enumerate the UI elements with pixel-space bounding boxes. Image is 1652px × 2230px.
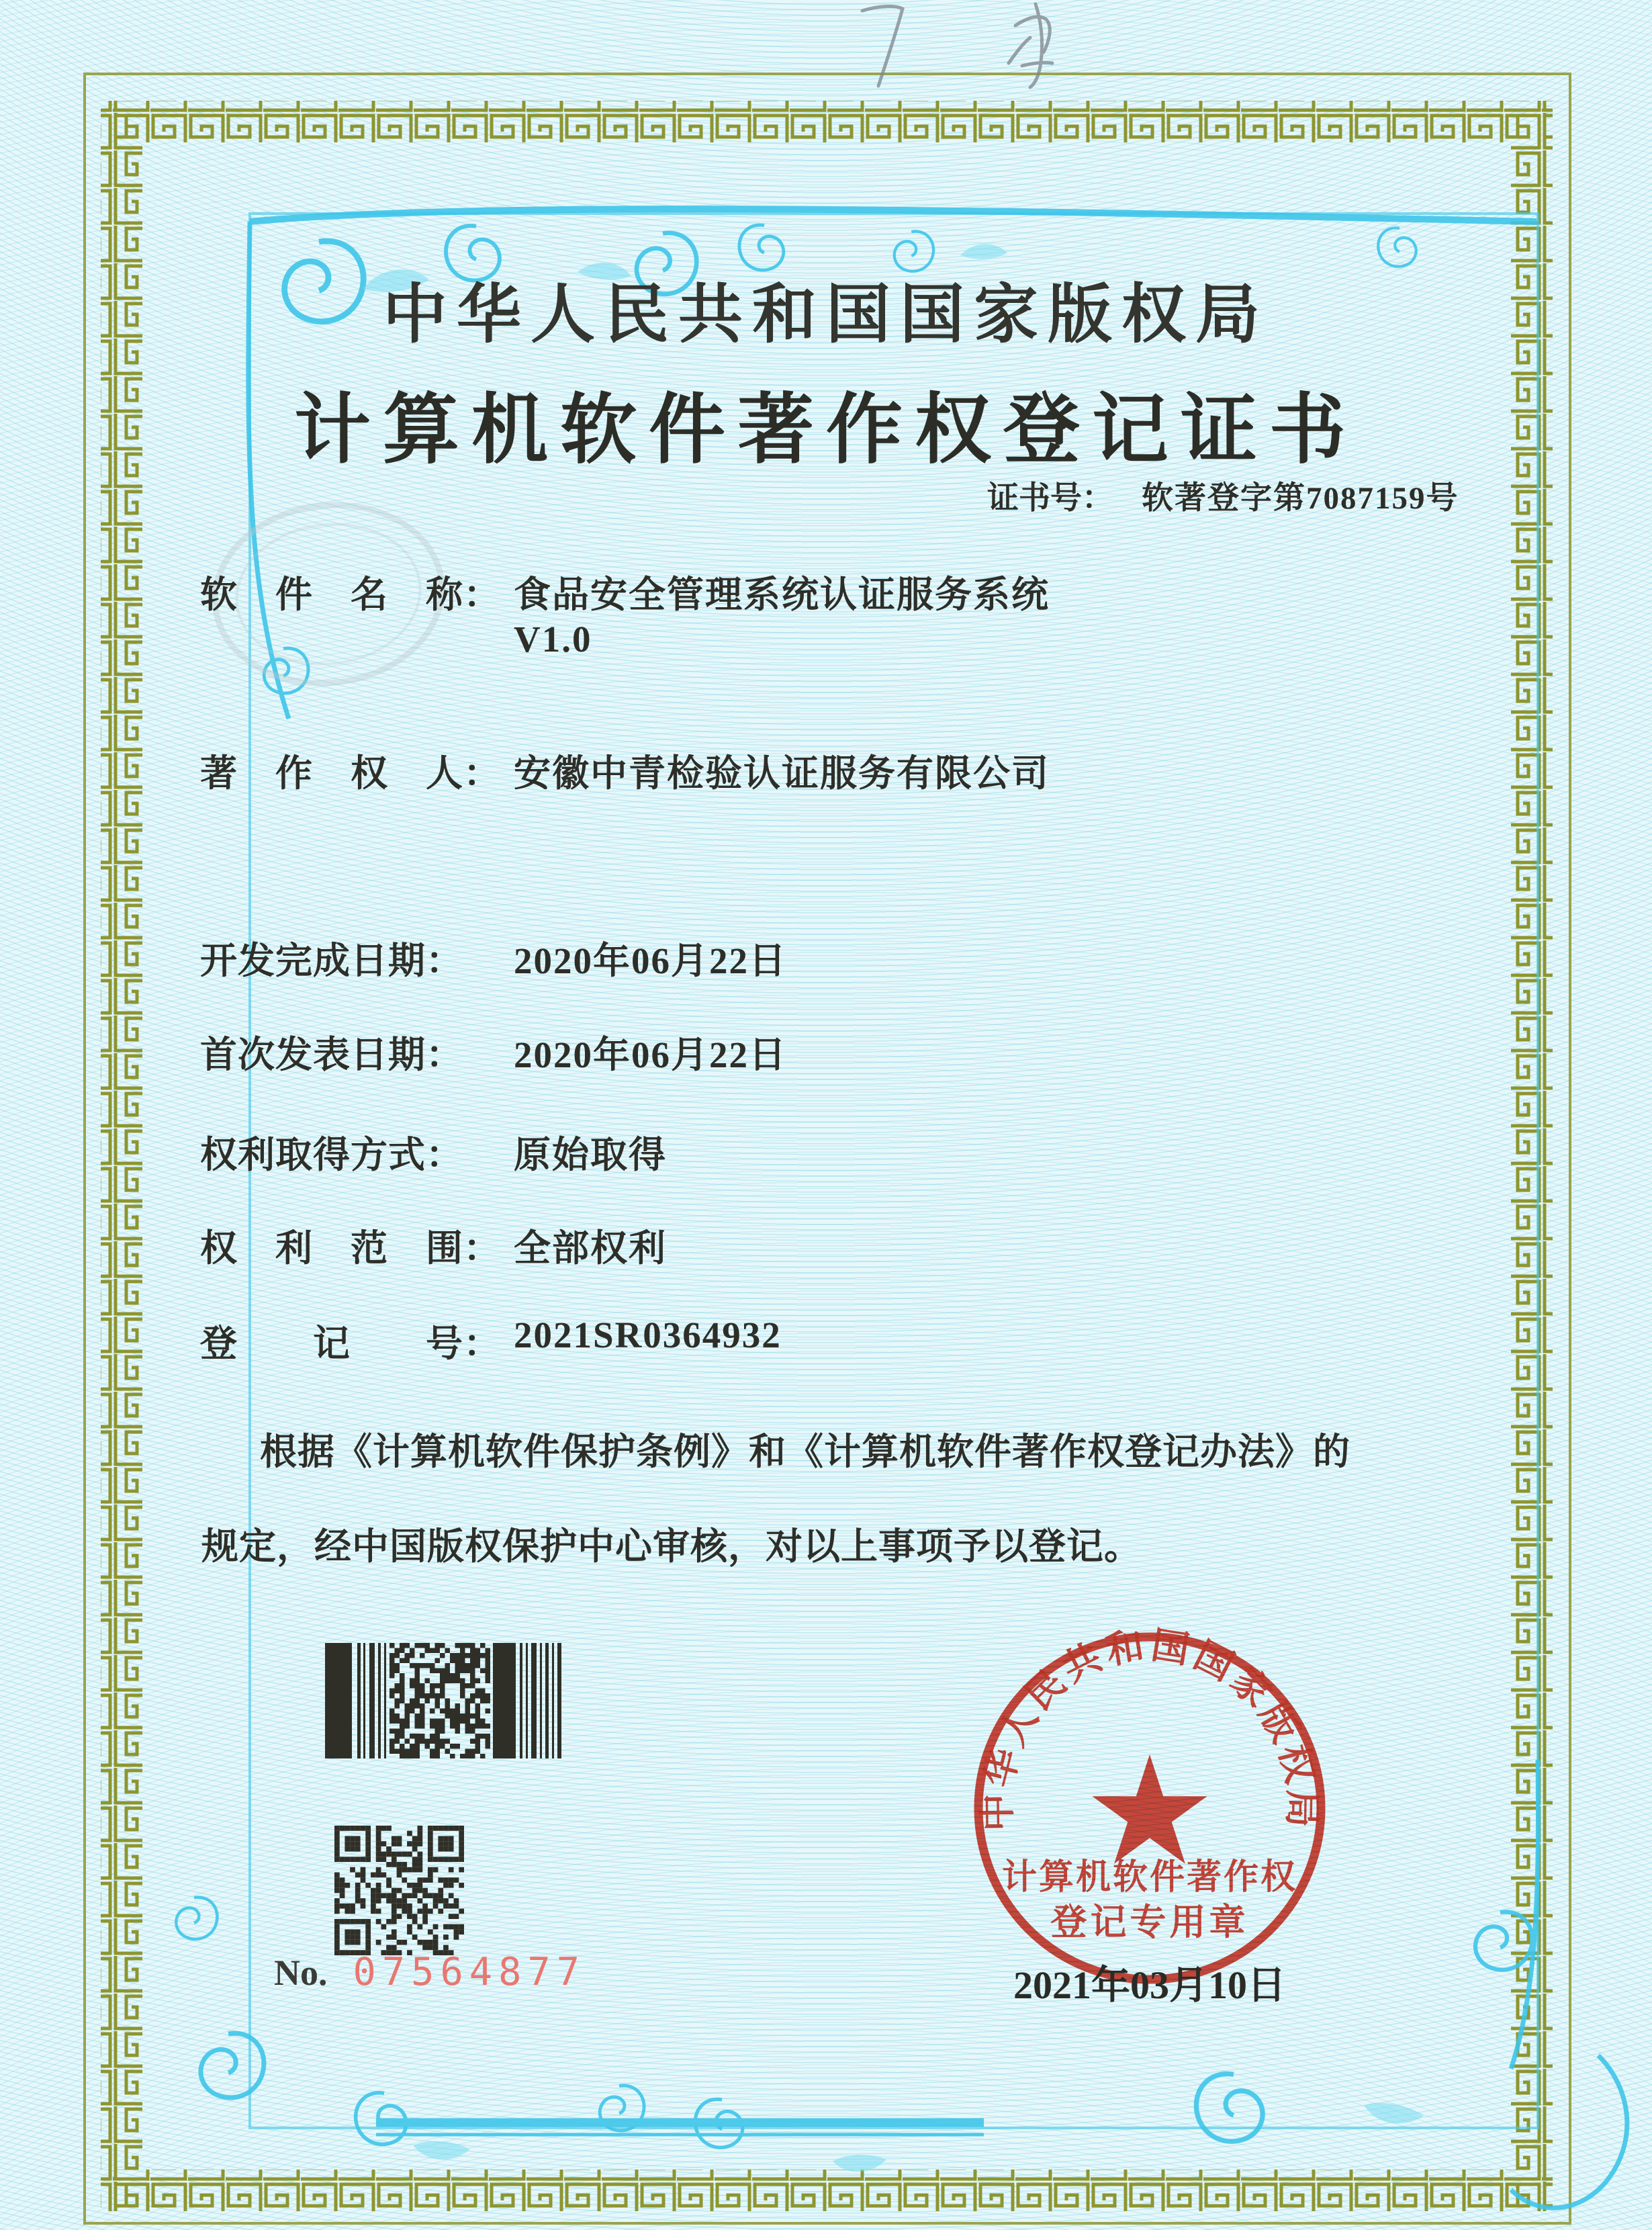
statement-line-2: 规定，经中国版权保护中心审核，对以上事项予以登记。 (201, 1526, 1142, 1567)
field-value-software-version: V1.0 (514, 619, 592, 660)
certificate-number-value: 软著登字第7087159号 (1142, 481, 1459, 516)
seal-ring-text: 中华人民共和国国家版权局 (976, 1624, 1323, 1832)
field-label-registration-number: 登 记 号： (200, 1323, 502, 1364)
seal-text-line-1: 计算机软件著作权 (1001, 1859, 1298, 1897)
field-label-copyright-owner: 著 作 权 人： (200, 753, 502, 794)
field-value-dev-complete-date: 2020年06月22日 (514, 940, 788, 981)
field-value-first-publish-date: 2020年06月22日 (514, 1034, 788, 1075)
serial-number-label: No. (274, 1953, 328, 1993)
issue-date: 2021年03月10日 (1013, 1963, 1286, 2007)
field-label-dev-complete-date: 开发完成日期： (200, 940, 464, 981)
field-value-software-name: 食品安全管理系统认证服务系统 (514, 574, 1050, 615)
certificate-number-label: 证书号： (987, 481, 1113, 516)
field-label-first-publish-date: 首次发表日期： (200, 1034, 464, 1075)
field-value-registration-number: 2021SR0364932 (514, 1314, 782, 1355)
field-label-rights-scope: 权 利 范 围： (200, 1228, 502, 1269)
qr-code (334, 1826, 464, 1955)
red-star-icon (1092, 1754, 1207, 1864)
field-value-rights-acquisition: 原始取得 (514, 1134, 668, 1175)
statement-line-1: 根据《计算机软件保护条例》和《计算机软件著作权登记办法》的 (260, 1431, 1351, 1472)
field-value-copyright-owner: 安徽中青检验认证服务有限公司 (514, 753, 1050, 794)
certificate-number-row (987, 473, 1459, 518)
authority-title: 中华人民共和国国家版权局 (383, 279, 1269, 351)
field-label-rights-acquisition: 权利取得方式： (200, 1134, 464, 1175)
field-value-rights-scope: 全部权利 (514, 1228, 668, 1269)
serial-number-value: 07564877 (353, 1950, 586, 1994)
handwriting-marks (833, 0, 1115, 101)
certificate-title: 计算机软件著作权登记证书 (293, 388, 1358, 473)
seal-text-line-2: 登记专用章 (1050, 1902, 1249, 1943)
field-label-software-name: 软 件 名 称： (200, 574, 502, 615)
barcode (325, 1643, 561, 1758)
serial-number-row (274, 1950, 586, 1994)
